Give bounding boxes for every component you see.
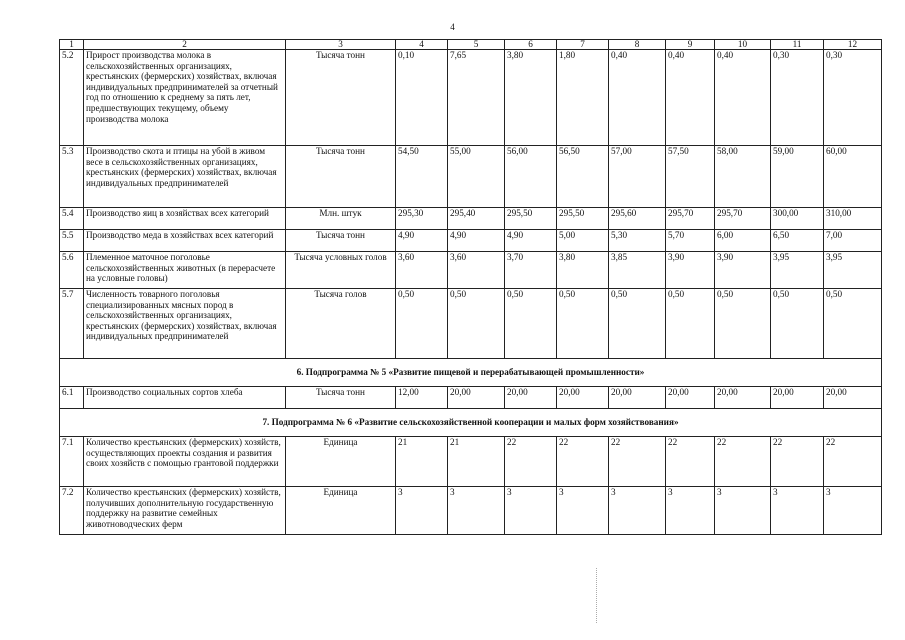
value-cell: 3,85 <box>609 252 666 289</box>
value-cell: 0,30 <box>771 50 824 146</box>
value-cell: 3 <box>715 487 771 535</box>
unit-cell: Тысяча голов <box>286 289 396 359</box>
value-cell: 56,50 <box>557 146 609 208</box>
value-cell: 22 <box>609 437 666 487</box>
section-row <box>60 409 882 437</box>
value-cell: 59,00 <box>771 146 824 208</box>
value-cell: 3 <box>557 487 609 535</box>
value-cell: 295,70 <box>666 208 715 230</box>
value-cell: 0,40 <box>666 50 715 146</box>
value-cell: 0,50 <box>557 289 609 359</box>
value-cell: 3 <box>396 487 448 535</box>
value-cell: 55,00 <box>448 146 505 208</box>
value-cell: 22 <box>824 437 882 487</box>
column-header: 10 <box>715 40 771 50</box>
column-header: 9 <box>666 40 715 50</box>
value-cell: 21 <box>396 437 448 487</box>
value-cell: 0,50 <box>505 289 557 359</box>
value-cell: 3,80 <box>505 50 557 146</box>
value-cell: 58,00 <box>715 146 771 208</box>
value-cell: 22 <box>557 437 609 487</box>
value-cell: 57,00 <box>609 146 666 208</box>
unit-cell: Тысяча тонн <box>286 146 396 208</box>
value-cell: 3 <box>666 487 715 535</box>
value-cell: 4,90 <box>505 230 557 252</box>
value-cell: 295,60 <box>609 208 666 230</box>
value-cell: 20,00 <box>448 387 505 409</box>
value-cell: 295,40 <box>448 208 505 230</box>
column-header: 3 <box>286 40 396 50</box>
unit-cell: Тысяча тонн <box>286 387 396 409</box>
column-header: 11 <box>771 40 824 50</box>
value-cell: 6,50 <box>771 230 824 252</box>
value-cell: 7,65 <box>448 50 505 146</box>
value-cell: 310,00 <box>824 208 882 230</box>
scan-artifact <box>596 568 599 623</box>
value-cell: 22 <box>666 437 715 487</box>
value-cell: 5,70 <box>666 230 715 252</box>
row-number: 5.6 <box>60 252 84 289</box>
value-cell: 20,00 <box>557 387 609 409</box>
value-cell: 0,40 <box>715 50 771 146</box>
row-number: 5.5 <box>60 230 84 252</box>
unit-cell: Тысяча тонн <box>286 230 396 252</box>
value-cell: 0,10 <box>396 50 448 146</box>
value-cell: 21 <box>448 437 505 487</box>
section-title: 7. Подпрограмма № 6 «Развитие сельскохозяйственной кооперации и малых форм хозяйствования» <box>60 409 882 437</box>
value-cell: 0,50 <box>396 289 448 359</box>
value-cell: 0,50 <box>824 289 882 359</box>
unit-cell: Тысяча тонн <box>286 50 396 146</box>
unit-cell: Единица <box>286 487 396 535</box>
value-cell: 4,90 <box>396 230 448 252</box>
value-cell: 3 <box>505 487 557 535</box>
value-cell: 3,60 <box>448 252 505 289</box>
value-cell: 0,50 <box>666 289 715 359</box>
value-cell: 3 <box>609 487 666 535</box>
value-cell: 12,00 <box>396 387 448 409</box>
value-cell: 3,90 <box>715 252 771 289</box>
row-number: 5.4 <box>60 208 84 230</box>
table-row <box>60 146 882 208</box>
value-cell: 7,00 <box>824 230 882 252</box>
value-cell: 60,00 <box>824 146 882 208</box>
value-cell: 300,00 <box>771 208 824 230</box>
row-number: 6.1 <box>60 387 84 409</box>
indicator-name: Племенное маточное поголовье сельскохозяйственных животных (в перерасчете на условные головы) <box>84 252 286 289</box>
value-cell: 3 <box>771 487 824 535</box>
value-cell: 0,50 <box>715 289 771 359</box>
column-header: 7 <box>557 40 609 50</box>
value-cell: 0,50 <box>609 289 666 359</box>
indicator-name: Производство меда в хозяйствах всех категорий <box>84 230 286 252</box>
column-header: 6 <box>505 40 557 50</box>
section-row <box>60 359 882 387</box>
value-cell: 22 <box>715 437 771 487</box>
column-header: 4 <box>396 40 448 50</box>
table-row <box>60 487 882 535</box>
value-cell: 54,50 <box>396 146 448 208</box>
value-cell: 295,70 <box>715 208 771 230</box>
row-number: 5.7 <box>60 289 84 359</box>
unit-cell: Млн. штук <box>286 208 396 230</box>
table-row <box>60 208 882 230</box>
value-cell: 57,50 <box>666 146 715 208</box>
indicator-name: Количество крестьянских (фермерских) хозяйств, осуществляющих проекты создания и развития своих хозяйств с помощью грантовой поддержки <box>84 437 286 487</box>
value-cell: 20,00 <box>505 387 557 409</box>
column-header: 12 <box>824 40 882 50</box>
value-cell: 22 <box>505 437 557 487</box>
value-cell: 20,00 <box>715 387 771 409</box>
value-cell: 0,50 <box>448 289 505 359</box>
section-title: 6. Подпрограмма № 5 «Развитие пищевой и перерабатывающей промышленности» <box>60 359 882 387</box>
value-cell: 1,80 <box>557 50 609 146</box>
value-cell: 4,90 <box>448 230 505 252</box>
value-cell: 3 <box>824 487 882 535</box>
indicator-name: Производство яиц в хозяйствах всех категорий <box>84 208 286 230</box>
value-cell: 56,00 <box>505 146 557 208</box>
table-row <box>60 50 882 146</box>
indicator-name: Производство скота и птицы на убой в живом весе в сельскохозяйственных организациях, крестьянских (фермерских) хозяйствах, включая индивидуальных предпринимателей <box>84 146 286 208</box>
row-number: 5.2 <box>60 50 84 146</box>
value-cell: 295,50 <box>505 208 557 230</box>
value-cell: 20,00 <box>824 387 882 409</box>
column-header: 8 <box>609 40 666 50</box>
value-cell: 20,00 <box>666 387 715 409</box>
row-number: 5.3 <box>60 146 84 208</box>
value-cell: 20,00 <box>771 387 824 409</box>
table-row <box>60 289 882 359</box>
unit-cell: Единица <box>286 437 396 487</box>
column-header: 5 <box>448 40 505 50</box>
value-cell: 3,95 <box>771 252 824 289</box>
value-cell: 0,40 <box>609 50 666 146</box>
value-cell: 5,30 <box>609 230 666 252</box>
row-number: 7.2 <box>60 487 84 535</box>
value-cell: 20,00 <box>609 387 666 409</box>
value-cell: 6,00 <box>715 230 771 252</box>
value-cell: 0,30 <box>824 50 882 146</box>
indicator-name: Производство социальных сортов хлеба <box>84 387 286 409</box>
value-cell: 5,00 <box>557 230 609 252</box>
table-row <box>60 230 882 252</box>
value-cell: 3,90 <box>666 252 715 289</box>
indicator-name: Численность товарного поголовья специализированных мясных пород в сельскохозяйственных организациях, крестьянских (фермерских) хозяйствах, включая индивидуальных предпринимателей <box>84 289 286 359</box>
unit-cell: Тысяча условных голов <box>286 252 396 289</box>
table-row <box>60 252 882 289</box>
value-cell: 295,30 <box>396 208 448 230</box>
table-row <box>60 387 882 409</box>
row-number: 7.1 <box>60 437 84 487</box>
value-cell: 3 <box>448 487 505 535</box>
value-cell: 295,50 <box>557 208 609 230</box>
indicators-table <box>59 39 882 535</box>
column-header: 1 <box>60 40 84 50</box>
column-header: 2 <box>84 40 286 50</box>
page-number: 4 <box>450 22 455 32</box>
value-cell: 22 <box>771 437 824 487</box>
indicator-name: Количество крестьянских (фермерских) хозяйств, получивших дополнительную государственную поддержку на развитие семейных животноводческих ферм <box>84 487 286 535</box>
value-cell: 0,50 <box>771 289 824 359</box>
value-cell: 3,95 <box>824 252 882 289</box>
table-body <box>60 50 882 535</box>
value-cell: 3,60 <box>396 252 448 289</box>
table-row <box>60 437 882 487</box>
value-cell: 3,80 <box>557 252 609 289</box>
value-cell: 3,70 <box>505 252 557 289</box>
table-header-row <box>60 40 882 50</box>
indicator-name: Прирост производства молока в сельскохозяйственных организациях, крестьянских (фермерских) хозяйствах, включая индивидуальных предпринимателей за отчетный год по отношению к среднему за пять лет, предшествующих текущему, объему производства молока <box>84 50 286 146</box>
